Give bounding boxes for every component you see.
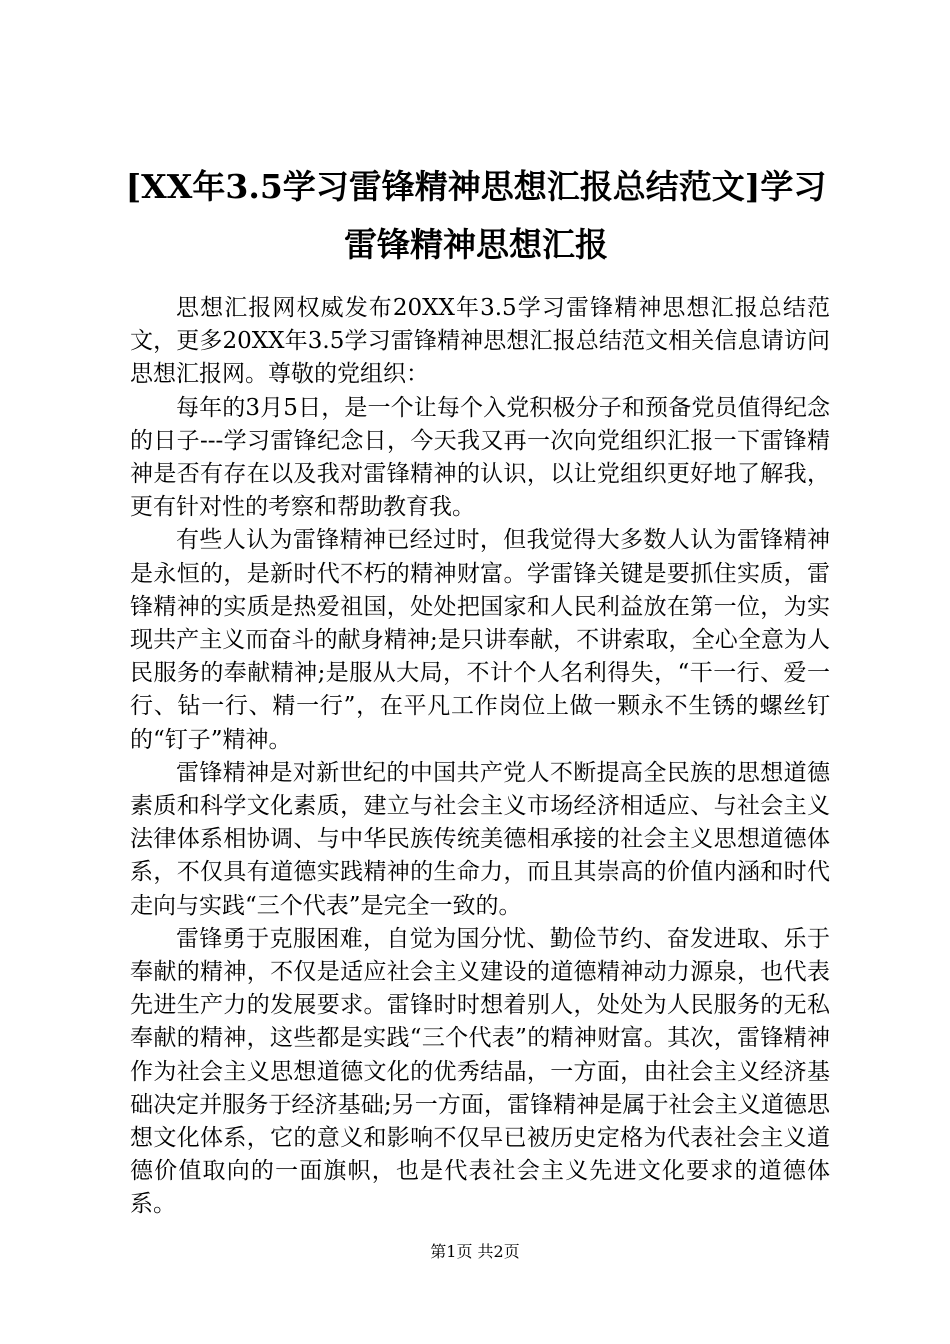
paragraph: 有些人认为雷锋精神已经过时，但我觉得大多数人认为雷锋精神是永恒的，是新时代不朽的精神财富。学雷锋关键是要抓住实质，雷锋精神的实质是热爱祖国，处处把国家和人民利益放在第一位，为实现共产主义而奋斗的献身精神;是只讲奉献，不讲索取，全心全意为人民服务的奉献精神;是服从大局，不计个人名利得失，“干一行、爱一行、钻一行、精一行”，在平凡工作岗位上做一颗永不生锈的螺丝钉的“钉子”精神。 [130,527,830,753]
paragraph: 每年的3月5日，是一个让每个入党积极分子和预备党员值得纪念的日子---学习雷锋纪念日，今天我又再一次向党组织汇报一下雷锋精神是否有存在以及我对雷锋精神的认识，以让党组织更好地了解我，更有针对性的考察和帮助教育我。 [130,394,830,521]
page-number-footer: 第1页 共2页 [430,1242,520,1261]
paragraph: 思想汇报网权威发布20XX年3.5学习雷锋精神思想汇报总结范文，更多20XX年3.5学习雷锋精神思想汇报总结范文相关信息请访问思想汇报网。尊敬的党组织： [130,295,830,388]
document-title: [XX年3.5学习雷锋精神思想汇报总结范文]学习雷锋精神思想汇报 [125,167,827,264]
paragraph: 雷锋勇于克服困难，自觉为国分忧、勤俭节约、奋发进取、乐于奉献的精神，不仅是适应社会主义建设的道德精神动力源泉，也代表先进生产力的发展要求。雷锋时时想着别人，处处为人民服务的无私奉献的精神，这些都是实践“三个代表”的精神财富。其次，雷锋精神作为社会主义思想道德文化的优秀结晶，一方面，由社会主义经济基础决定并服务于经济基础;另一方面，雷锋精神是属于社会主义道德思想文化体系，它的意义和影响不仅早已被历史定格为代表社会主义道德价值取向的一面旗帜，也是代表社会主义先进文化要求的道德体系。 [130,925,830,1218]
document-body [130,292,830,1222]
paragraph: 雷锋精神是对新世纪的中国共产党人不断提高全民族的思想道德素质和科学文化素质，建立与社会主义市场经济相适应、与社会主义法律体系相协调、与中华民族传统美德相承接的社会主义思想道德体系，不仅具有道德实践精神的生命力，而且其崇高的价值内涵和时代走向与实践“三个代表”是完全一致的。 [130,759,830,919]
